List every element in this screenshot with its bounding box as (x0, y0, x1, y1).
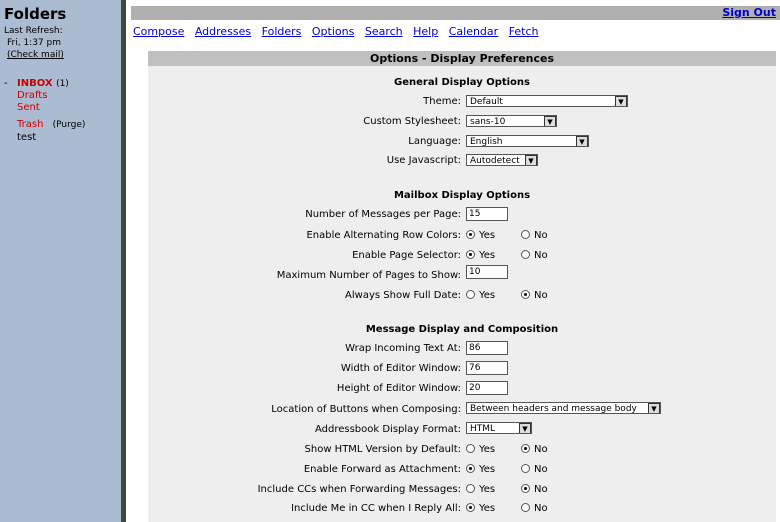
main-content (126, 0, 780, 522)
addressbook-format-select[interactable] (466, 422, 532, 434)
include-ccs-yes[interactable] (466, 484, 495, 495)
include-ccs-no[interactable] (521, 484, 548, 495)
radio-icon (466, 503, 475, 512)
folder-inbox-name: INBOX (17, 78, 53, 89)
language-value: English (470, 137, 503, 147)
language-select[interactable] (466, 135, 589, 147)
nav-addresses[interactable]: Addresses (194, 25, 252, 38)
yes-label: Yes (479, 444, 496, 455)
folder-test[interactable]: test (17, 132, 37, 143)
no-label: No (534, 250, 548, 261)
yes-label: Yes (479, 230, 496, 241)
section-message-title: Message Display and Composition (365, 324, 559, 335)
nav-calendar[interactable]: Calendar (448, 25, 499, 38)
include-me-cc-no[interactable] (521, 503, 548, 514)
folder-sent[interactable]: Sent (17, 102, 40, 113)
folder-trash-name: Trash (17, 119, 44, 130)
theme-value: Default (470, 97, 503, 107)
chevron-down-icon: ▼ (525, 155, 537, 166)
page-selector-no[interactable] (521, 250, 548, 261)
yes-label: Yes (479, 250, 496, 261)
button-location-label: Location of Buttons when Composing: (271, 404, 461, 415)
no-label: No (534, 464, 548, 475)
yes-label: Yes (479, 464, 496, 475)
button-location-value: Between headers and message body (470, 404, 637, 414)
folder-inbox[interactable] (17, 78, 69, 89)
page-selector-yes[interactable] (466, 250, 495, 261)
chevron-down-icon: ▼ (519, 423, 531, 434)
last-refresh-time: Fri, 1:37 pm (7, 38, 61, 48)
nav-folders[interactable]: Folders (261, 25, 302, 38)
radio-icon (521, 230, 530, 239)
stylesheet-value: sans-10 (470, 117, 506, 127)
editor-height-label: Height of Editor Window: (336, 383, 461, 394)
yes-label: Yes (479, 484, 496, 495)
addressbook-format-label: Addressbook Display Format: (314, 424, 461, 435)
nav-search[interactable]: Search (364, 25, 403, 38)
forward-attachment-yes[interactable] (466, 464, 495, 475)
max-pages-label: Maximum Number of Pages to Show: (276, 270, 461, 281)
full-date-no[interactable] (521, 290, 548, 301)
html-default-label: Show HTML Version by Default: (304, 444, 461, 455)
radio-icon (521, 444, 530, 453)
sidebar (0, 0, 121, 522)
forward-attachment-no[interactable] (521, 464, 548, 475)
radio-icon (521, 503, 530, 512)
no-label: No (534, 484, 548, 495)
theme-label: Theme: (423, 96, 461, 107)
no-label: No (534, 290, 548, 301)
page-title: Options - Display Preferences (148, 51, 776, 66)
theme-select[interactable] (466, 95, 628, 107)
folder-inbox-count: (1) (56, 79, 69, 89)
editor-height-input[interactable]: 20 (466, 381, 508, 395)
javascript-select[interactable] (466, 154, 538, 166)
sign-out-link[interactable]: Sign Out (722, 6, 776, 19)
check-mail-link[interactable]: (Check mail) (7, 50, 64, 60)
wrap-label: Wrap Incoming Text At: (345, 343, 461, 354)
button-location-select[interactable] (466, 402, 661, 414)
wrap-input[interactable]: 86 (466, 341, 508, 355)
include-ccs-label: Include CCs when Forwarding Messages: (257, 484, 461, 495)
javascript-value: Autodetect (470, 156, 520, 166)
radio-icon (466, 484, 475, 493)
javascript-label: Use Javascript: (386, 155, 461, 166)
nav-fetch[interactable]: Fetch (508, 25, 539, 38)
chevron-down-icon: ▼ (615, 96, 627, 107)
top-bar (131, 6, 780, 20)
chevron-down-icon: ▼ (576, 136, 588, 147)
alt-row-colors-yes[interactable] (466, 230, 495, 241)
section-mailbox-title: Mailbox Display Options (393, 190, 531, 201)
radio-icon (466, 464, 475, 473)
chevron-down-icon: ▼ (544, 116, 556, 127)
html-default-no[interactable] (521, 444, 548, 455)
radio-icon (521, 250, 530, 259)
radio-icon (521, 484, 530, 493)
purge-trash-link[interactable]: (Purge) (52, 120, 86, 130)
current-folder-marker: - (4, 78, 8, 89)
yes-label: Yes (479, 503, 496, 514)
forward-attachment-label: Enable Forward as Attachment: (303, 464, 461, 475)
yes-label: Yes (479, 290, 496, 301)
nav-help[interactable]: Help (413, 25, 439, 38)
nav-compose[interactable]: Compose (133, 25, 185, 38)
radio-icon (466, 230, 475, 239)
chevron-down-icon: ▼ (648, 403, 660, 414)
no-label: No (534, 230, 548, 241)
include-me-cc-label: Include Me in CC when I Reply All: (291, 503, 461, 514)
alt-row-colors-label: Enable Alternating Row Colors: (306, 230, 461, 241)
addressbook-format-value: HTML (470, 424, 496, 434)
max-pages-input[interactable]: 10 (466, 265, 508, 279)
stylesheet-label: Custom Stylesheet: (363, 116, 461, 127)
page-selector-label: Enable Page Selector: (352, 250, 461, 261)
section-general-title: General Display Options (394, 77, 530, 88)
sidebar-title: Folders (4, 5, 67, 23)
radio-icon (466, 250, 475, 259)
radio-icon (521, 290, 530, 299)
last-refresh-label: Last Refresh: (4, 26, 63, 36)
stylesheet-select[interactable] (466, 115, 557, 127)
alt-row-colors-no[interactable] (521, 230, 548, 241)
full-date-yes[interactable] (466, 290, 495, 301)
no-label: No (534, 503, 548, 514)
messages-per-page-input[interactable]: 15 (466, 207, 508, 221)
radio-icon (466, 444, 475, 453)
html-default-yes[interactable] (466, 444, 495, 455)
radio-icon (521, 464, 530, 473)
nav-options[interactable]: Options (311, 25, 355, 38)
options-panel (148, 51, 776, 522)
main-nav (133, 25, 546, 38)
language-label: Language: (408, 136, 461, 147)
full-date-label: Always Show Full Date: (345, 290, 461, 301)
messages-per-page-label: Number of Messages per Page: (305, 209, 461, 220)
no-label: No (534, 444, 548, 455)
folder-drafts[interactable]: Drafts (17, 90, 48, 101)
folder-trash[interactable] (17, 119, 85, 130)
editor-width-label: Width of Editor Window: (340, 363, 461, 374)
editor-width-input[interactable]: 76 (466, 361, 508, 375)
radio-icon (466, 290, 475, 299)
include-me-cc-yes[interactable] (466, 503, 495, 514)
